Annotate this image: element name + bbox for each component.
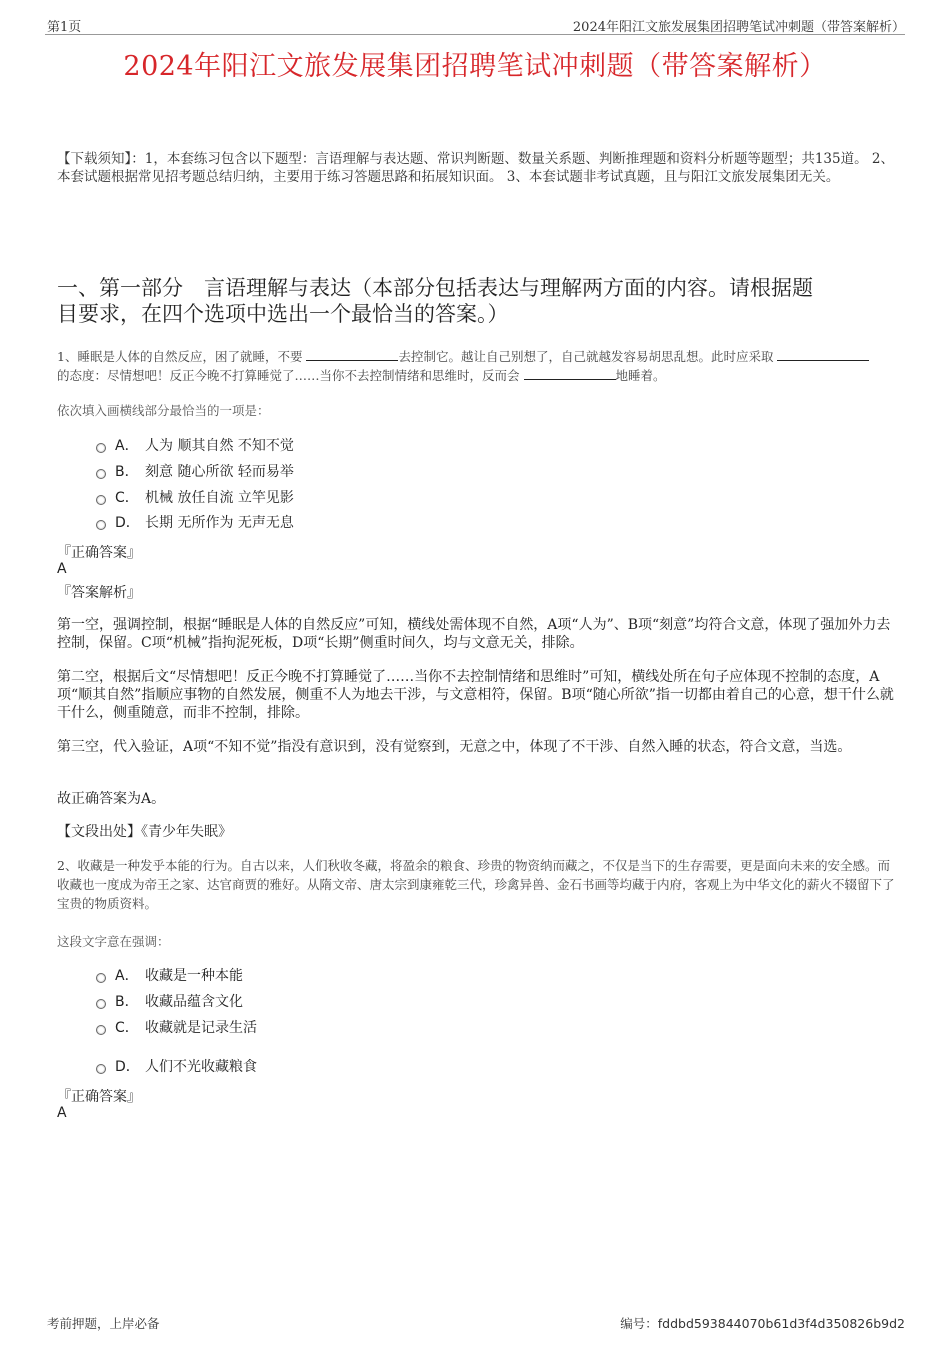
download-notice: 【下载须知】：1，本套练习包含以下题型：言语理解与表达题、常识判断题、数量关系题、判断推理题和资料分析题等题型；共135道。 2、本套试题根据常见招考题总结归纳，主要用于练习答题思路和拓展知识面。 3、本套试题非考试真题，且与阳江文旅发展集团无关。 [57, 151, 894, 185]
radio-icon[interactable] [96, 495, 106, 505]
q2-option-c[interactable] [96, 1018, 257, 1038]
q1-text-c: 的态度：尽情想吧！反正今晚不打算睡觉了……当你不去控制情绪和思维时，反而会 [57, 368, 520, 383]
option-text: 刻意 随心所欲 轻而易举 [145, 464, 294, 480]
q1-option-b[interactable] [96, 462, 294, 482]
option-letter: B． [115, 464, 139, 480]
q2-option-d[interactable] [96, 1057, 257, 1077]
question-2-text: 2、收藏是一种发乎本能的行为。自古以来，人们秋收冬藏，将盈余的粮食、珍贵的物资纳而藏之，不仅是当下的生存需要，更是面向未来的安全感。而收藏也一度成为帝王之家、达官商贾的雅好。从隋文帝、唐太宗到康雍乾三代，珍禽异兽、金石书画等均藏于内府，客观上为中华文化的薪火不辍留下了宝贵的物质资料。 [57, 858, 895, 911]
q1-option-a[interactable] [96, 436, 294, 456]
section-heading-line2: 目要求，在四个选项中选出一个最恰当的答案。） [57, 302, 509, 326]
option-letter: A． [115, 438, 139, 454]
q2-option-b[interactable] [96, 992, 243, 1012]
footer-slogan: 考前押题，上岸必备 [47, 1316, 160, 1331]
q1-text-b: 去控制它。越让自己别想了，自己就越发容易胡思乱想。此时应采取 [398, 349, 774, 364]
footer-doc-code [620, 1314, 905, 1332]
question-2-prompt: 这段文字意在强调： [57, 934, 170, 949]
fill-blank-2 [777, 348, 869, 361]
section-heading-line1: 一、第一部分 言语理解与表达（本部分包括表达与理解两方面的内容。请根据题 [57, 276, 813, 300]
option-text: 收藏就是记录生活 [145, 1020, 257, 1036]
option-text: 收藏品蕴含文化 [145, 994, 243, 1010]
radio-icon[interactable] [96, 1064, 106, 1074]
q2-answer-label: 『正确答案』 [57, 1089, 141, 1105]
footer-code-value: fddbd593844070b61d3f4d350826b9d2 [657, 1316, 905, 1331]
page-title: 2024年阳江文旅发展集团招聘笔试冲刺题（带答案解析） [123, 51, 827, 82]
section-heading [57, 275, 897, 327]
option-text: 机械 放任自流 立竿见影 [145, 490, 294, 506]
q1-text-d: 地睡着。 [615, 368, 666, 383]
radio-icon[interactable] [96, 1025, 106, 1035]
q2-answer: A [57, 1105, 67, 1121]
q1-option-c[interactable] [96, 488, 294, 508]
radio-icon[interactable] [96, 999, 106, 1009]
fill-blank-3 [524, 367, 616, 380]
q1-analysis-conclusion: 故正确答案为A。 [57, 791, 166, 807]
running-header-title: 2024年阳江文旅发展集团招聘笔试冲刺题（带答案解析） [572, 20, 905, 35]
fill-blank-1 [306, 348, 398, 361]
footer-code-label: 编号： [620, 1316, 658, 1331]
question-1-text [57, 347, 902, 385]
page-number: 第1页 [47, 20, 82, 35]
q1-analysis-paragraph-2: 第二空，根据后文“尽情想吧！反正今晚不打算睡觉了……当你不去控制情绪和思维时”可知，横线处所在句子应体现不控制的态度，A项“顺其自然”指顺应事物的自然发展，侧重不人为地去干涉，与文意相符，保留。B项“随心所欲”指一切都由着自己的心意，想干什么就干什么，侧重随意，而非不控制，排除。 [57, 669, 894, 721]
q1-source: 【文段出处】《青少年失眠》 [57, 824, 232, 840]
option-letter: D． [115, 1059, 140, 1075]
header-divider [45, 34, 905, 35]
option-letter: A． [115, 968, 139, 984]
radio-icon[interactable] [96, 443, 106, 453]
q1-analysis-label: 『答案解析』 [57, 585, 141, 601]
radio-icon[interactable] [96, 973, 106, 983]
q1-analysis-paragraph-1: 第一空，强调控制，根据“睡眠是人体的自然反应”可知，横线处需体现不自然，A项“人为”、B项“刻意”均符合文意，体现了强加外力去控制，保留。C项“机械”指拘泥死板，D项“长期”侧重时间久，均与文意无关，排除。 [57, 617, 891, 651]
q1-text-a: 1、睡眠是人体的自然反应，困了就睡，不要 [57, 349, 303, 364]
option-text: 人为 顺其自然 不知不觉 [145, 438, 294, 454]
option-letter: C． [115, 1020, 139, 1036]
option-letter: B． [115, 994, 139, 1010]
q1-analysis-paragraph-3: 第三空，代入验证，A项“不知不觉”指没有意识到，没有觉察到，无意之中，体现了不干涉、自然入睡的状态，符合文意，当选。 [57, 739, 852, 755]
question-1-prompt: 依次填入画横线部分最恰当的一项是： [57, 403, 270, 418]
option-letter: D． [115, 515, 140, 531]
option-text: 收藏是一种本能 [145, 968, 243, 984]
option-text: 人们不光收藏粮食 [145, 1059, 257, 1075]
q1-answer-label: 『正确答案』 [57, 545, 141, 561]
q2-option-a[interactable] [96, 966, 243, 986]
q1-option-d[interactable] [96, 513, 294, 533]
option-text: 长期 无所作为 无声无息 [145, 515, 294, 531]
q1-answer: A [57, 561, 67, 577]
radio-icon[interactable] [96, 520, 106, 530]
option-letter: C． [115, 490, 139, 506]
radio-icon[interactable] [96, 469, 106, 479]
